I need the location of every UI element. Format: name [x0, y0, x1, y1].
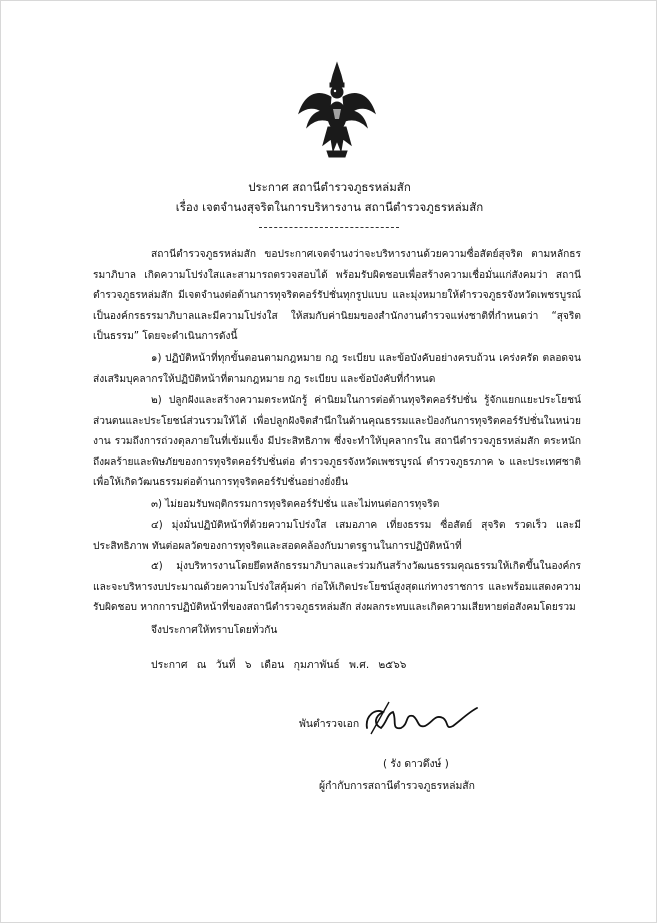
intro-paragraph: สถานีตำรวจภูธรหล่มสัก ขอประกาศเจตจำนงว่าจะบริหารงานด้วยความซื่อสัตย์สุจริต ตามหลักธรรมาภิบาล เกิดความโปร่งใสและสามารถตรวจสอบได้ พร้อมรับผิดชอบเพื่อสร้างความเชื่อมั่นแก่สังคมว่า สถานีตำรวจภูธรหล่มสัก มีเจตจำนงต่อต้านการทุจริตคอร์รัปชั่นทุกรูปแบบ และมุ่งหมายให้ตำรวจภูธรจังหวัดเพชรบูรณ์ เป็นองค์กรธรรมาภิบาลและมีความโปร่งใส ให้สมกับค่านิยมของสำนักงานตำรวจแห่งชาติที่กำหนดว่า “สุจริต เป็นธรรม” โดยจะดำเนินการดังนี้	[93, 249, 581, 343]
closing-line: จึงประกาศให้ทราบโดยทั่วกัน	[151, 625, 278, 636]
list-item-1: ๑) ปฏิบัติหน้าที่ทุกขั้นตอนตามกฎหมาย กฎ ระเบียบ และข้อบังคับอย่างครบถ้วน เคร่งครัด ตลอดจนส่งเสริมบุคลากรให้ปฏิบัติหน้าที่ตามกฎหมาย กฎ ระเบียบ และข้อบังคับที่กำหนด	[93, 353, 581, 385]
title-divider	[259, 227, 399, 228]
announcement-subject: เรื่อง เจตจำนงสุจริตในการบริหารงาน สถานีตำรวจภูธรหล่มสัก	[175, 200, 484, 214]
signer-rank: พันตำรวจเอก	[299, 718, 360, 730]
announcement-title: ประกาศ สถานีตำรวจภูธรหล่มสัก	[248, 180, 411, 194]
signer-position: ผู้กำกับการสถานีตำรวจภูธรหล่มสัก	[319, 780, 475, 792]
date-line: ประกาศ ณ วันที่ ๖ เดือน กุมภาพันธ์ พ.ศ. ๒๕๖๖	[151, 659, 407, 671]
signer-name: ( รัง ดาวดึงษ์ )	[383, 758, 449, 770]
list-item-5: ๕) มุ่งบริหารงานโดยยึดหลักธรรมาภิบาลและร่วมกันสร้างวัฒนธรรมคุณธรรมให้เกิดขึ้นในองค์กร และจะบริหารงบประมาณด้วยความโปร่งใสคุ้มค่า ก่อให้เกิดประโยชน์สูงสุดแก่ทางราชการ และพร้อมแสดงความรับผิดชอบ หากการปฏิบัติหน้าที่ของสถานีตำรวจภูธรหล่มสัก ส่งผลกระทบและเกิดความเสียหายต่อสังคมโดยรวม	[93, 561, 581, 614]
handwritten-signature	[361, 698, 481, 738]
garuda-emblem-icon	[297, 61, 377, 161]
list-item-4: ๔) มุ่งมั่นปฏิบัติหน้าที่ด้วยความโปร่งใส เสมอภาค เที่ยงธรรม ซื่อสัตย์ สุจริต รวดเร็ว และมีประสิทธิภาพ ทันต่อผลวัดของการทุจริตและสอดคล้องกับมาตรฐานในการปฏิบัติหน้าที่	[93, 520, 581, 552]
list-item-2: ๒) ปลูกฝังและสร้างความตระหนักรู้ ค่านิยมในการต่อต้านทุจริตคอร์รัปชั่น รู้จักแยกแยะประโยชน์ส่วนตนและประโยชน์ส่วนรวมให้ได้ เพื่อปลูกฝังจิตสำนึกในด้านคุณธรรมและป้องกันการทุจริตคอร์รัปชั่นในหน่วยงาน รวมถึงการถ่วงดุลภายในที่เข้มแข็ง มีประสิทธิภาพ ซึ่งจะทำให้บุคลากรใน สถานีตำรวจภูธรหล่มสัก ตระหนักถึงผลร้ายและพิษภัยของการทุจริตคอร์รัปชั่นต่อ ตำรวจภูธรจังหวัดเพชรบูรณ์ ตำรวจภูธรภาค ๖ และประเทศชาติ เพื่อให้เกิดวัฒนธรรมต่อต้านการทุจริตคอร์รัปชั่นอย่างยั่งยืน	[93, 395, 581, 489]
list-item-3: ๓) ไม่ยอมรับพฤติกรรมการทุจริตคอร์รัปชั่น และไม่ทนต่อการทุจริต	[151, 499, 440, 510]
